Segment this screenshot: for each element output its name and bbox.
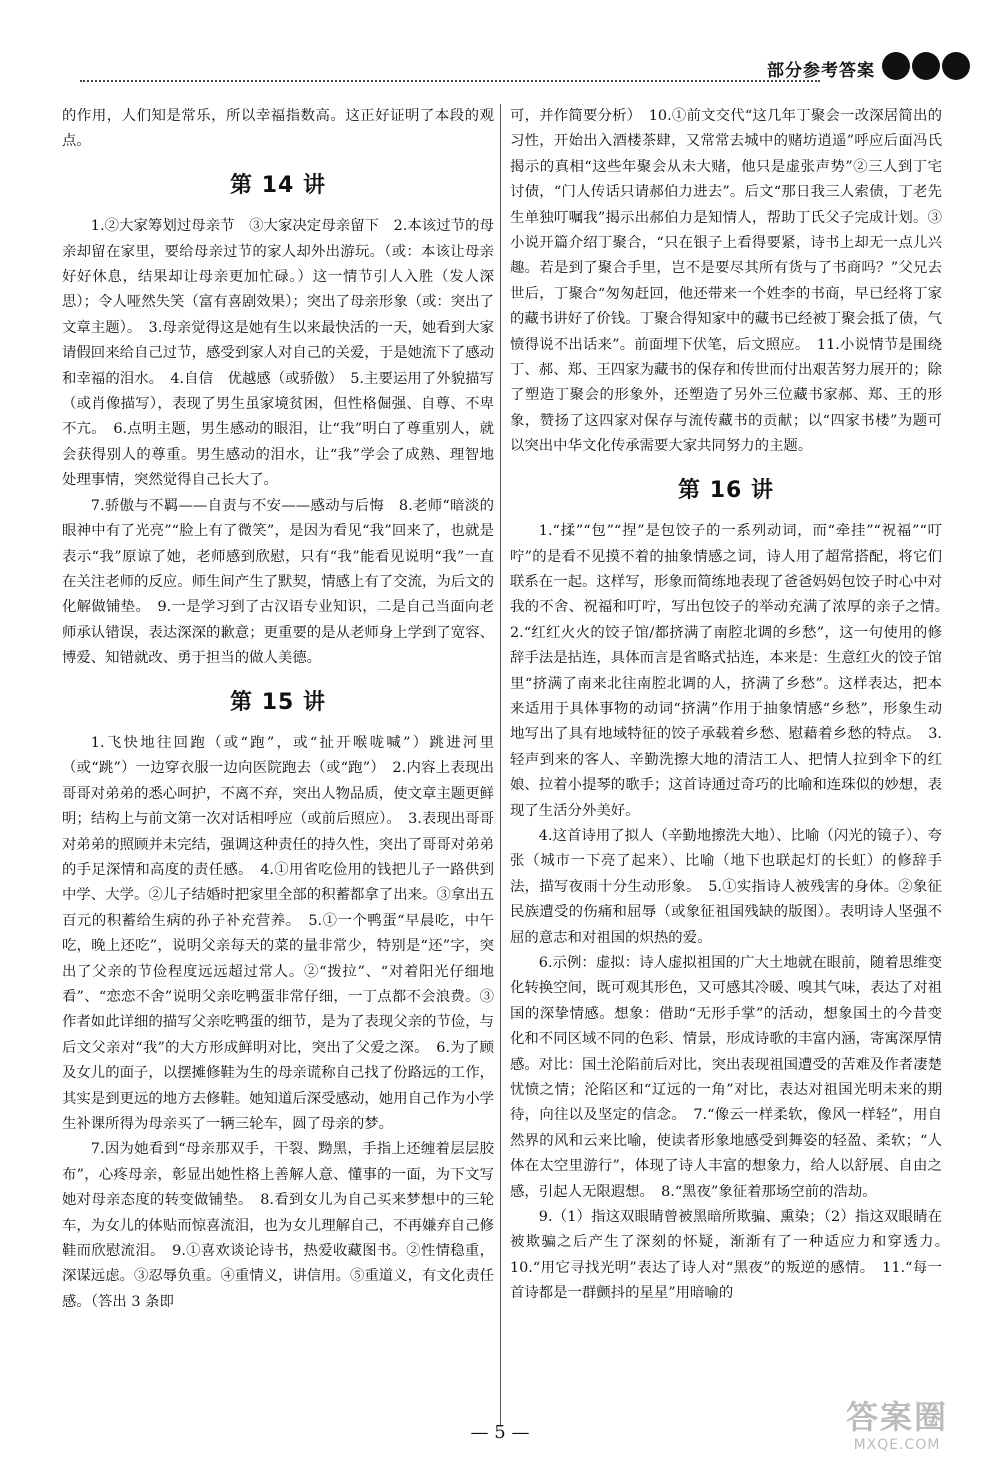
lecture-16-paragraph: 4.这首诗用了拟人（辛勤地擦洗大地）、比喻（闪光的镜子）、夸张（城市一下亮了起来）、比喻（地下也联起灯的长虹）的修辞手法，描写夜雨十分生动形象。 5.①实指诗人被残害的身体。②象征民族遭受的伤痛和屈辱（或象征祖国残缺的版图）。表明诗人坚强不屈的意志和对祖国的炽热的爱。 [510, 827, 942, 946]
lecture-16-paragraph: 1.“揉”“包”“捏”是包饺子的一系列动词，而“牵挂”“祝福”“叮咛”的是看不见摸不着的抽象情感之词，诗人用了超常搭配，将它们联系在一起。这样写，形象而简练地表现了爸爸妈妈包饺子时心中对我的不舍、祝福和叮咛，写出包饺子的举动充满了浓厚的亲子之情。 2.“红红火火的饺子馆/都挤满了南腔北调的乡愁”，这一句使用的修辞手法是拈连，具体而言是省略式拈连，本来是：生意红火的饺子馆里“挤满了南来北往南腔北调的人，挤满了乡愁”。这样表达，把本来适用于具体事物的动词“挤满”作用于抽象情感“乡愁”，形象生动地写出了具有地域特征的饺子承载着乡愁、慰藉着乡愁的特点。 3.轻声到来的客人、辛勤洗擦大地的清洁工人、把情人拉到伞下的红娘、拉着小提琴的歌手；这首诗通过奇巧的比喻和连珠似的妙想，表现了生活分外美好。 [510, 523, 957, 819]
left-continuation: 的作用，人们知是常乐，所以幸福指数高。这正好证明了本段的观点。 [62, 108, 494, 150]
watermark-text: 答案圈 [845, 1398, 948, 1436]
watermark-logo [802, 1398, 992, 1458]
section-label: 部分参考答案 [767, 61, 875, 81]
lecture-14-paragraph: 7.骄傲与不羁——自责与不安——感动与后悔 8.老师“暗淡的眼神中有了光亮”“脸上有了微笑”，是因为看见“我”回来了，也就是表示“我”原谅了她，老师感到欣慰，只有“我”能看见说明“我”一直在关注老师的反应。师生间产生了默契，情感上有了交流，为后文的化解做铺垫。 9.一是学习到了古汉语专业知识，二是自己当面向老师承认错误，表达深深的歉意；更重要的是从老师身上学到了宽容、博爱、知错就改、勇于担当的做人美德。 [62, 497, 494, 667]
right-column [510, 104, 957, 1307]
right-continuation: 可，并作简要分析） 10.①前文交代“这几年丁聚会一改深居简出的习性，开始出入酒楼茶肆，又常常去城中的赌坊逍遥”呼应后面冯氏揭示的真相“这些年聚会从未大赌，他只是虚张声势”②三人到丁宅讨债，“门人传话只请郝伯力进去”。后文“那日我三人索债，丁老先生单独叮嘱我”揭示出郝伯力是知情人，帮助丁氏父子完成计划。③小说开篇介绍丁聚合，“只在银子上看得要紧，诗书上却无一点儿兴趣。若是到了聚合手里，岂不是要尽其所有货与了书商吗？”父兄去世后，丁聚合“匆匆赶回，他还带来一个姓李的书商，早已经将丁家的藏书讲好了价钱。丁聚合得知家中的藏书已经被丁聚会抵了债，气愤得说不出话来”。前面埋下伏笔，后文照应。 11.小说情节是围绕丁、郝、郑、王四家为藏书的保存和传世而付出艰苦努力展开的；除了塑造丁聚会的形象外，还塑造了另外三位藏书家郝、郑、王的形象，赞扬了这四家对保存与流传藏书的贡献；以“四家书楼”为题可以突出中华文化传承需要大家共同努力的主题。 [510, 108, 942, 455]
dot-icon [882, 52, 910, 80]
lecture-15-paragraph: 7.因为她看到“母亲那双手，干裂、黝黑，手指上还缠着层层胶布”，心疼母亲，彰显出她性格上善解人意、懂事的一面，为下文写她对母亲态度的转变做铺垫。 8.看到女儿为自己买来梦想中的三轮车，为女儿的体贴而惊喜流泪，也为女儿理解自己，不再嫌弃自己修鞋而欣慰流泪。 9.①喜欢谈论诗书，热爱收藏图书。②性情稳重，深谋远虑。③忍辱负重。④重情义，讲信用。⑤重道义，有文化责任感。（答出 3 条即 [62, 1141, 494, 1310]
lecture-16-paragraph: 6.示例：虚拟：诗人虚拟祖国的广大土地就在眼前，随着思维变化转换空间，既可观其形色，又可感其冷暖、嗅其气味，表达了对祖国的深挚情感。想象：借助“无形手掌”的活动，想象国土的今昔变化和不同区域不同的色彩、情景，形成诗歌的丰富内涵，寄寓深厚情感。对比：国土沦陷前后对比，突出表现祖国遭受的苦难及作者凄楚忧愤之情；沦陷区和“辽远的一角”对比，表达对祖国光明未来的期待，向往以及坚定的信念。 7.“像云一样柔软，像风一样轻”，用自然界的风和云来比喻，使读者形象地感受到舞姿的轻盈、柔软；“人体在太空里游行”，体现了诗人丰富的想象力，给人以舒展、自由之感，引起人无限遐想。 8.“黑夜”象征着那场空前的浩劫。 [510, 955, 942, 1200]
column-divider [500, 104, 501, 1426]
header-dots-decoration [882, 52, 970, 80]
page-header [80, 46, 970, 86]
lecture-14-paragraph: 1.②大家筹划过母亲节 ③大家决定母亲留下 2.本该过节的母亲却留在家里，要给母亲过节的家人却外出游玩。（或：本该让母亲好好休息，结果却让母亲更加忙碌。）这一情节引人入胜（发人深思）；令人哑然失笑（富有喜剧效果）；突出了母亲形象（或：突出了文章主题）。 3.母亲觉得这是她有生以来最快活的一天，她看到大家请假回来给自己过节，感受到家人对自己的关爱，于是她流下了感动和幸福的泪水。 4.自信 优越感（或骄傲） 5.主要运用了外貌描写（或肖像描写），表现了男生虽家境贫困，但性格倔强、自尊、不卑不亢。 6.点明主题，男生感动的眼泪，让“我”明白了尊重别人，就会获得别人的尊重。男生感动的泪水，让“我”学会了成熟、理智地处理事情，突然觉得自己长大了。 [62, 218, 494, 489]
watermark-url: MXQE.COM [853, 1437, 941, 1453]
lecture-15-title: 第 15 讲 [230, 689, 326, 715]
lecture-15-paragraph: 1.飞快地往回跑（或“跑”，或“扯开喉咙喊”）跳进河里（或“跳”）一边穿衣服一边向医院跑去（或“跑”） 2.内容上表现出哥哥对弟弟的悉心呵护，不离不弃，突出人物品质，使文章主题更鲜明；结构上与前文第一次对话相呼应（或前后照应）。 3.表现出哥哥对弟弟的照顾并未完结，强调这种责任的持久性，突出了哥哥对弟弟的手足深情和高度的责任感。 4.①用省吃俭用的钱把儿子一路供到中学、大学。②儿子结婚时把家里全部的积蓄都拿了出来。③拿出五百元的积蓄给生病的孙子补充营养。 5.①一个鸭蛋“早晨吃，中午吃，晚上还吃”，说明父亲每天的菜的量非常少，特别是“还”字，突出了父亲的节俭程度远远超过常人。②“拨拉”、“对着阳光仔细地看”、“恋恋不舍”说明父亲吃鸭蛋非常仔细，一丁点都不会浪费。③作者如此详细的描写父亲吃鸭蛋的细节，是为了表现父亲的节俭，与后文父亲对“我”的大方形成鲜明对比，突出了父爱之深。 6.为了顾及女儿的面子，以摆摊修鞋为生的母亲谎称自己找了份路远的工作，其实是到更远的地方去修鞋。她知道后深受感动，她用自己作为小学生补课所得为母亲买了一辆三轮车，圆了母亲的梦。 [62, 734, 494, 1133]
dot-icon [912, 52, 940, 80]
header-dotted-rule [80, 80, 820, 82]
lecture-14-title: 第 14 讲 [230, 172, 326, 198]
left-column [62, 104, 494, 1315]
lecture-16-title: 第 16 讲 [678, 477, 774, 503]
page-number: — 5 — [470, 1422, 530, 1443]
lecture-16-paragraph: 9.（1）指这双眼睛曾被黑暗所欺骗、熏染；（2）指这双眼睛在被欺骗之后产生了深刻的怀疑，渐渐有了一种适应力和穿透力。 10.“用它寻找光明”表达了诗人对“黑夜”的叛逆的感情。 11.“每一首诗都是一群颤抖的星星”用暗喻的 [510, 1209, 957, 1302]
dot-icon [942, 52, 970, 80]
